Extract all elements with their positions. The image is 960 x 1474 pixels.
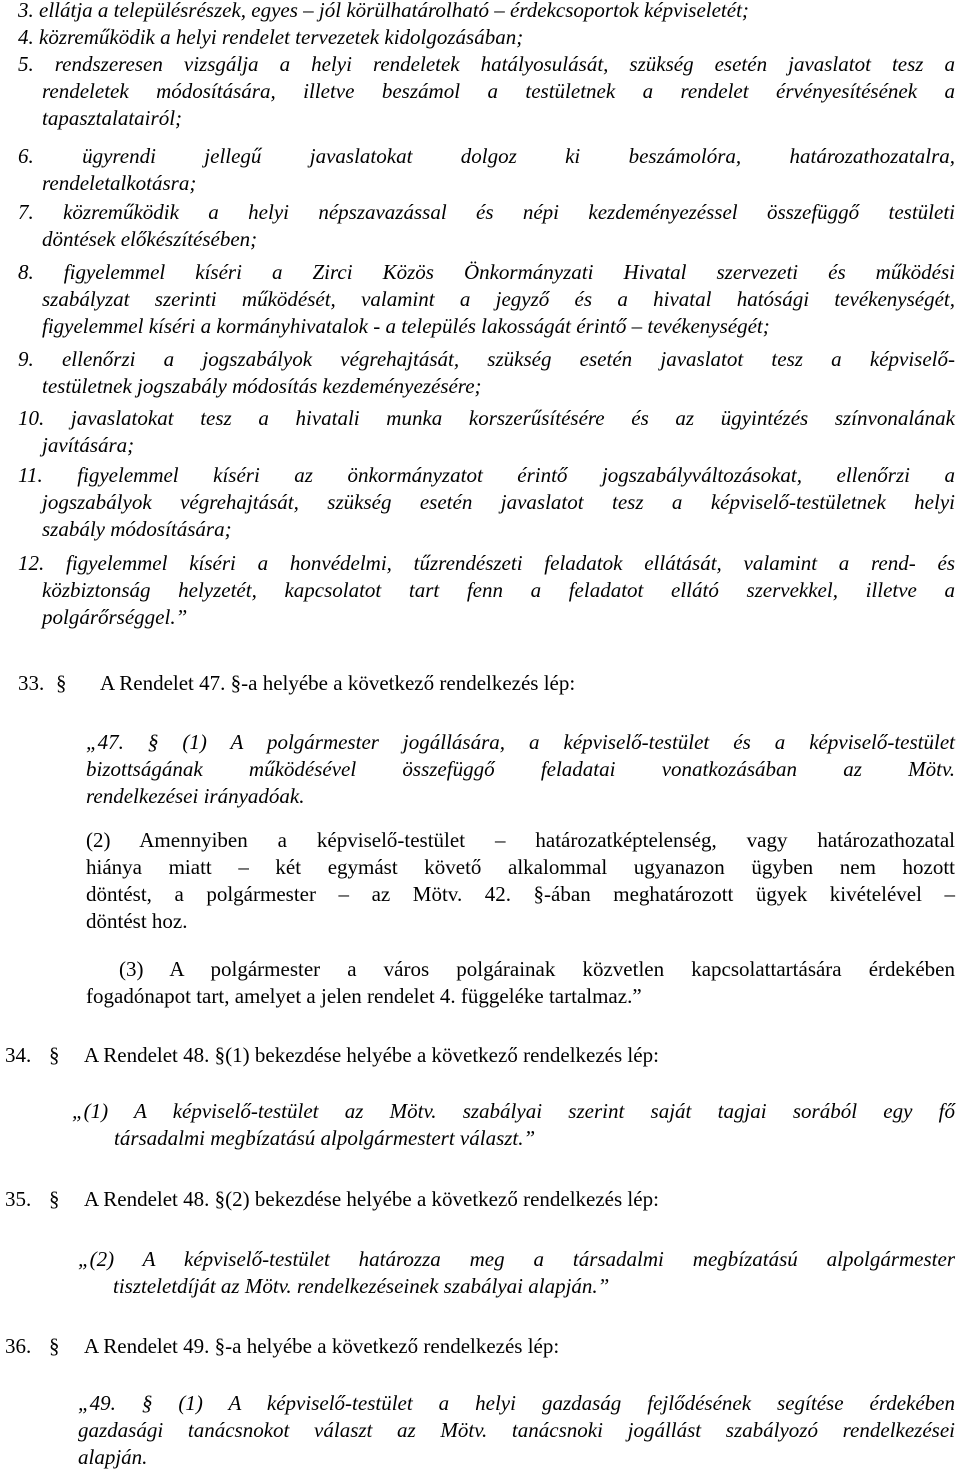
quote-48-1-line-1: „(1) A képviselő-testület az Mötv. szabályai szerint saját tagjai sorából egy fő — [72, 1099, 955, 1123]
section-sign: § — [49, 1043, 60, 1067]
list-item-11-line-2: jogszabályok végrehajtását, szükség esetén javaslatot tesz a képviselő-testületnek helyi — [42, 490, 955, 514]
list-item-5-line-2: rendeletek módosítására, illetve beszámol a testületnek a rendelet érvényesítésének a — [42, 79, 955, 103]
list-item-6-line-2: rendeletalkotásra; — [42, 171, 197, 195]
list-item-12-line-1: 12. figyelemmel kíséri a honvédelmi, tűzrendészeti feladatok ellátását, valamint a rend- és — [18, 551, 955, 575]
quote-47-paragraph-3 — [86, 956, 955, 1010]
list-item-7-line-1: 7. közreműködik a helyi népszavazással és népi kezdeményezéssel összefüggő testületi — [18, 200, 955, 224]
quote-48-1-line-2: társadalmi megbízatású alpolgármestert választ.” — [114, 1126, 536, 1150]
quote-47-1-line-2: bizottságának működésével összefüggő feladatai vonatkozásában az Mötv. — [86, 757, 955, 781]
list-item-12-line-2: közbiztonság helyzetét, kapcsolatot tart fenn a feladatot ellátó szervekkel, illetve a — [42, 578, 955, 602]
quote-47-3-line-1: (3) A polgármester a város polgárainak közvetlen kapcsolattartására érdekében — [119, 957, 955, 981]
list-item-5-line-1: 5. rendszeresen vizsgálja a helyi rendeletek hatályosulását, szükség esetén javaslatot tesz a — [18, 52, 955, 76]
quote-47-1-line-1: „47. § (1) A polgármester jogállására, a képviselő-testület és a képviselő-testület — [86, 730, 955, 754]
quote-48-2-line-1: „(2) A képviselő-testület határozza meg a társadalmi megbízatású alpolgármester — [78, 1247, 955, 1271]
list-item-9-line-2: testületnek jogszabály módosítás kezdeményezésére; — [42, 374, 482, 398]
section-text: A Rendelet 47. §-a helyébe a következő rendelkezés lép: — [100, 671, 576, 695]
list-item-12-line-3: polgárőrséggel.” — [42, 605, 188, 629]
list-item-5 — [18, 51, 955, 132]
list-item-11 — [18, 462, 955, 543]
quote-47-paragraph-2 — [86, 827, 955, 935]
quote-47-paragraph-1 — [86, 729, 955, 810]
section-text: A Rendelet 48. §(1) bekezdése helyébe a következő rendelkezés lép: — [84, 1043, 659, 1067]
section-number: 36. — [5, 1334, 32, 1358]
section-35-heading — [5, 1186, 805, 1213]
quote-47-2-line-4: döntést hoz. — [86, 909, 188, 933]
list-item-10 — [18, 405, 955, 459]
list-item-8 — [18, 259, 955, 340]
list-item-4-line: 4. közreműködik a helyi rendelet tervezetek kidolgozásában; — [18, 25, 524, 49]
section-34-heading — [5, 1042, 805, 1069]
section-text: A Rendelet 49. §-a helyébe a következő rendelkezés lép: — [84, 1334, 560, 1358]
list-item-8-line-2: szabályzat szerinti működését, valamint a jegyző és a hivatal hatósági tevékenységét, — [42, 287, 955, 311]
quote-48-2-line-2: tiszteletdíját az Mötv. rendelkezéseinek szabályai alapján.” — [113, 1274, 610, 1298]
list-item-10-line-1: 10. javaslatokat tesz a hivatali munka korszerűsítésére és az ügyintézés színvonalának — [18, 406, 955, 430]
quote-48-paragraph-2 — [78, 1246, 955, 1300]
list-item-12 — [18, 550, 955, 631]
list-item-5-line-3: tapasztalatairól; — [42, 106, 183, 130]
list-item-11-line-3: szabály módosítására; — [42, 517, 232, 541]
list-item-6-line-1: 6. ügyrendi jellegű javaslatokat dolgoz ki beszámolóra, határozathozatalra, — [18, 144, 955, 168]
section-number: 33. — [18, 671, 45, 695]
section-sign: § — [56, 671, 67, 695]
quote-49-1-line-2: gazdasági tanácsnokot választ az Mötv. tanácsnoki jogállást szabályozó rendelkezései — [78, 1418, 955, 1442]
quote-47-2-line-1: (2) Amennyiben a képviselő-testület – határozatképtelenség, vagy határozathozatal — [86, 828, 955, 852]
list-item-9 — [18, 346, 955, 400]
list-item-3-line: 3. ellátja a településrészek, egyes – jól körülhatárolható – érdekcsoportok képviseletét; — [18, 0, 749, 22]
section-text: A Rendelet 48. §(2) bekezdése helyébe a következő rendelkezés lép: — [84, 1187, 659, 1211]
quote-49-1-line-3: alapján. — [78, 1445, 148, 1469]
quote-47-2-line-2: hiánya miatt – két egymást követő alkalommal ugyanazon ügyben nem hozott — [86, 855, 955, 879]
list-item-7-line-2: döntések előkészítésében; — [42, 227, 258, 251]
list-item-6 — [18, 143, 955, 197]
quote-47-1-line-3: rendelkezései irányadóak. — [86, 784, 305, 808]
section-number: 34. — [5, 1043, 32, 1067]
list-item-9-line-1: 9. ellenőrzi a jogszabályok végrehajtását, szükség esetén javaslatot tesz a képviselő- — [18, 347, 955, 371]
section-36-heading — [5, 1333, 805, 1360]
list-item-7 — [18, 199, 955, 253]
list-item-4 — [18, 24, 938, 51]
quote-47-2-line-3: döntést, a polgármester – az Mötv. 42. §-ában meghatározott ügyek kivételével – — [86, 882, 955, 906]
quote-49-paragraph-1 — [78, 1390, 955, 1471]
list-item-8-line-3: figyelemmel kíséri a kormányhivatalok - a település lakosságát érintő – tevékenységét; — [42, 314, 770, 338]
list-item-11-line-1: 11. figyelemmel kíséri az önkormányzatot érintő jogszabályváltozásokat, ellenőrzi a — [18, 463, 955, 487]
section-sign: § — [49, 1334, 60, 1358]
quote-48-paragraph-1 — [72, 1098, 955, 1152]
list-item-3 — [18, 0, 938, 24]
quote-47-3-line-2: fogadónapot tart, amelyet a jelen rendelet 4. függeléke tartalmaz.” — [86, 984, 642, 1008]
section-number: 35. — [5, 1187, 32, 1211]
section-sign: § — [49, 1187, 60, 1211]
section-33-heading — [18, 670, 718, 697]
list-item-8-line-1: 8. figyelemmel kíséri a Zirci Közös Önkormányzati Hivatal szervezeti és működési — [18, 260, 955, 284]
list-item-10-line-2: javítására; — [42, 433, 135, 457]
quote-49-1-line-1: „49. § (1) A képviselő-testület a helyi gazdaság fejlődésének segítése érdekében — [78, 1391, 955, 1415]
